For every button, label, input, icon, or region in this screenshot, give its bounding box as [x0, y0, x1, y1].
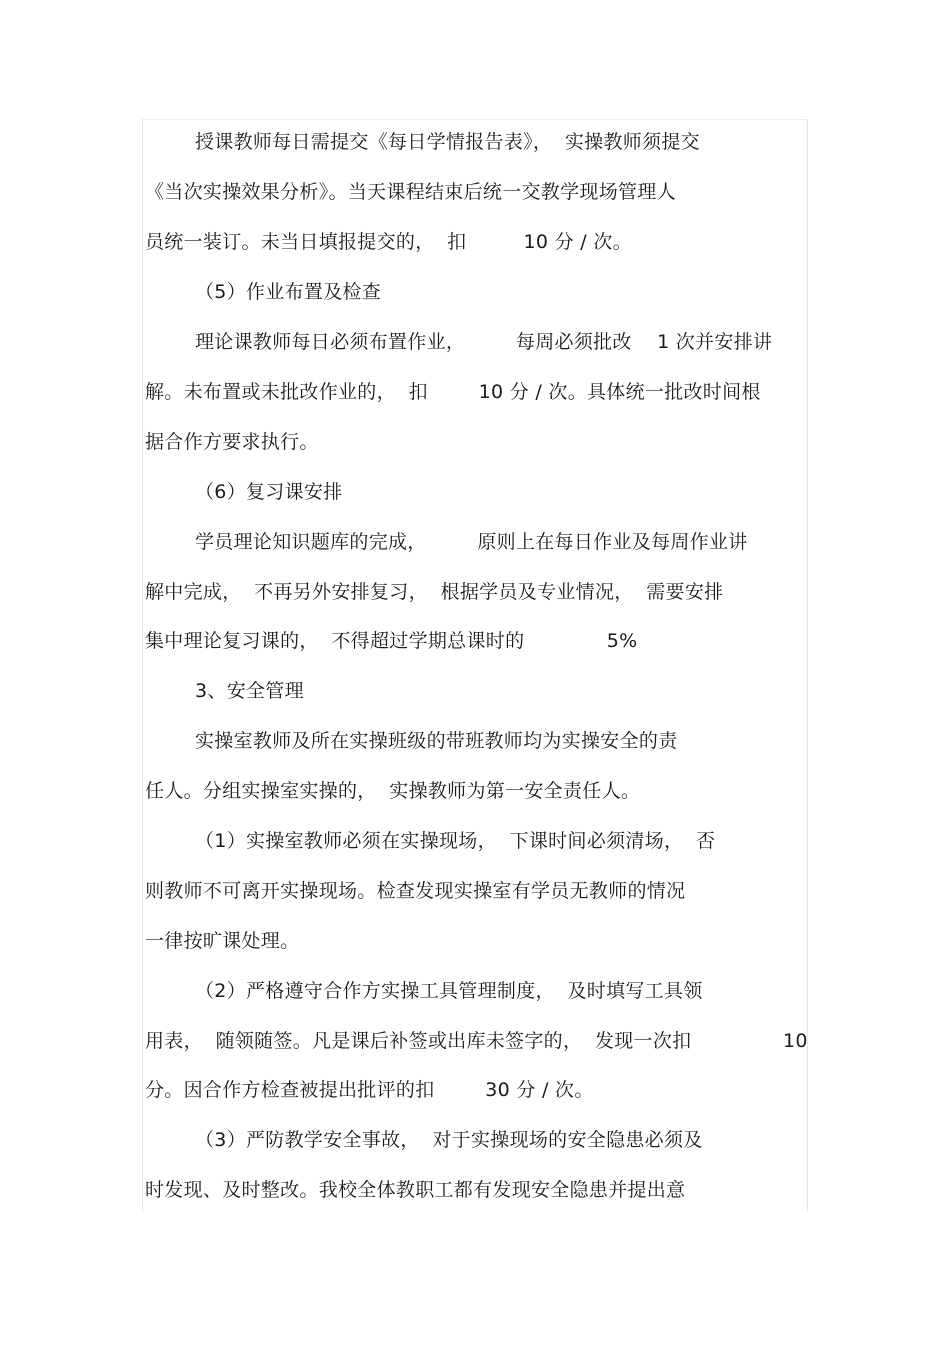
text-line: 时发现、及时整改。我校全体教职工都有发现安全隐患并提出意	[145, 1179, 686, 1201]
text-line: 据合作方要求执行。	[145, 431, 319, 453]
text-line: 分。因合作方检查被提出批评的扣 30 分 / 次。	[145, 1079, 594, 1101]
text-line: 授课教师每日需提交《每日学情报告表》， 实操教师须提交	[195, 131, 700, 153]
text-line: 集中理论复习课的， 不得超过学期总课时的 5%	[145, 630, 638, 652]
text-line: 理论课教师每日必须布置作业， 每周必须批改 1 次并安排讲	[195, 331, 773, 353]
section-heading: （5）作业布置及检查	[195, 281, 382, 303]
text-line: 员统一装订。未当日填报提交的， 扣 10 分 / 次。	[145, 231, 632, 253]
text-line: 任人。分组实操室实操的， 实操教师为第一安全责任人。	[145, 780, 641, 802]
text-line: 实操室教师及所在实操班级的带班教师均为实操安全的责	[195, 730, 678, 752]
text-line: 《当次实操效果分析》。当天课程结束后统一交教学现场管理人	[145, 181, 676, 203]
text-line: 解。未布置或未批改作业的， 扣 10 分 / 次。具体统一批改时间根	[145, 381, 761, 403]
text-line: （1）实操室教师必须在实操现场， 下课时间必须清场， 否	[195, 830, 716, 852]
section-heading: 3、安全管理	[195, 680, 304, 702]
text-line: 则教师不可离开实操现场。检查发现实操室有学员无教师的情况	[145, 880, 686, 902]
text-line: （2）严格遵守合作方实操工具管理制度， 及时填写工具领	[195, 980, 703, 1002]
text-line-number: 10	[783, 1030, 808, 1052]
text-line: （3）严防教学安全事故， 对于实操现场的安全隐患必须及	[195, 1129, 703, 1151]
text-line: 一律按旷课处理。	[145, 930, 300, 952]
text-line: 学员理论知识题库的完成， 原则上在每日作业及每周作业讲	[195, 531, 748, 553]
text-line: 用表， 随领随签。凡是课后补签或出库未签字的， 发现一次扣	[145, 1030, 692, 1052]
section-heading: （6）复习课安排	[195, 481, 343, 503]
text-line: 解中完成， 不再另外安排复习， 根据学员及专业情况， 需要安排	[145, 581, 724, 603]
